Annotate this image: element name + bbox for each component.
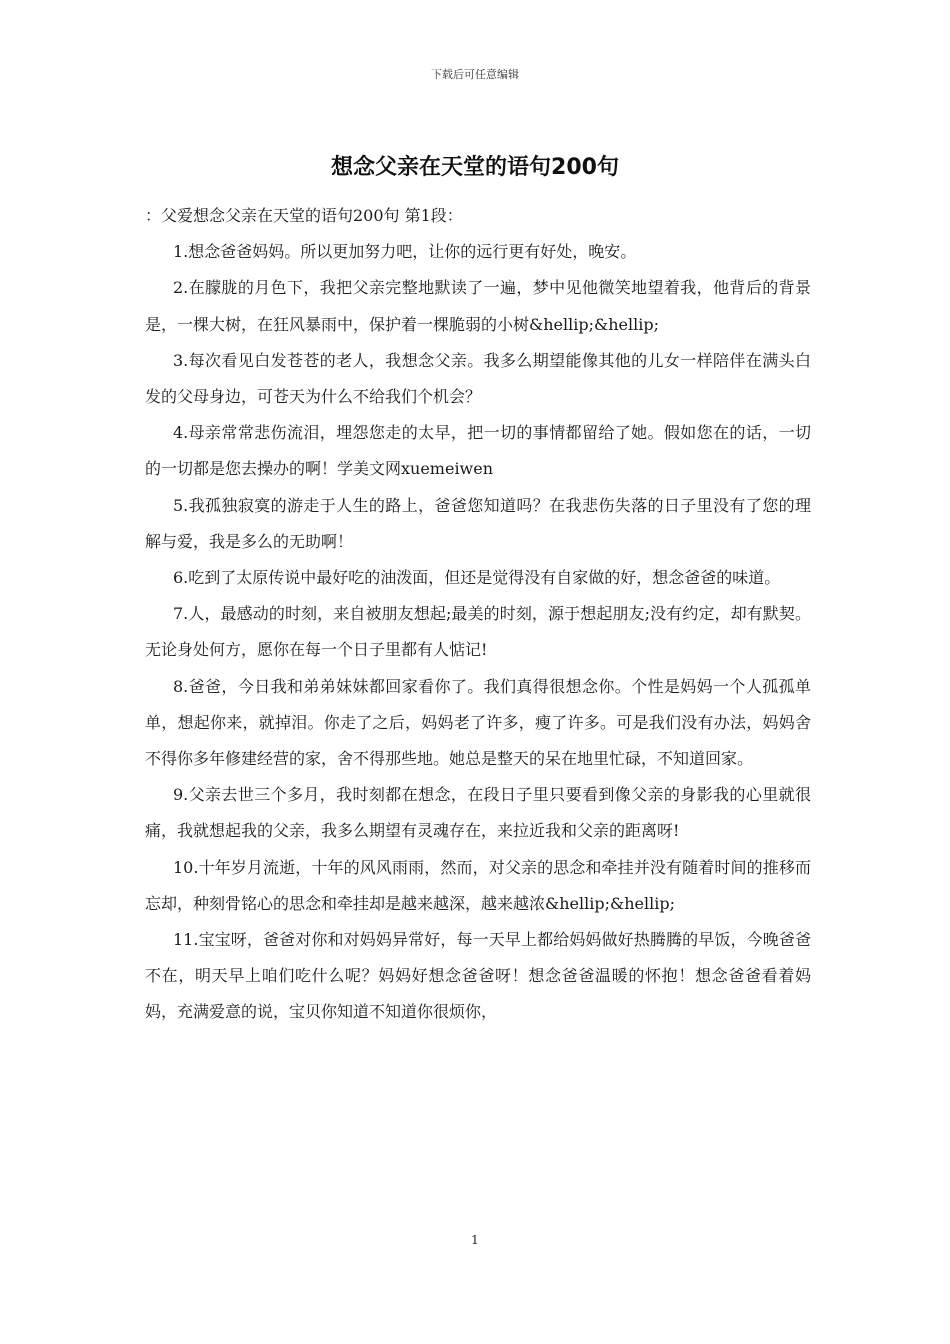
page-number: 1 — [471, 1233, 479, 1247]
paragraph: 9.父亲去世三个多月，我时刻都在想念，在段日子里只要看到像父亲的身影我的心里就很痛，我就想起我的父亲，我多么期望有灵魂存在，来拉近我和父亲的距离呀! — [145, 785, 811, 841]
paragraph: 8.爸爸，今日我和弟弟妹妹都回家看你了。我们真得很想念你。个性是妈妈一个人孤孤单单，想起你来，就掉泪。你走了之后，妈妈老了许多，瘦了许多。可是我们没有办法，妈妈舍不得你多年修建经营的家，舍不得那些地。她总是整天的呆在地里忙碌，不知道回家。 — [145, 676, 811, 769]
document-body — [145, 198, 811, 1031]
document-title: 想念父亲在天堂的语句200句 — [331, 155, 619, 180]
intro-line: ：父爱想念父亲在天堂的语句200句 第1段： — [145, 206, 463, 225]
paragraph: 6.吃到了太原传说中最好吃的油泼面，但还是觉得没有自家做的好，想念爸爸的味道。 — [173, 568, 781, 588]
paragraph: 7.人，最感动的时刻，来自被朋友想起;最美的时刻，源于想起朋友;没有约定，却有默契。无论身处何方，愿你在每一个日子里都有人惦记! — [145, 604, 811, 660]
paragraph: 3.每次看见白发苍苍的老人，我想念父亲。我多么期望能像其他的儿女一样陪伴在满头白发的父母身边，可苍天为什么不给我们个机会？ — [145, 350, 811, 407]
paragraph: 11.宝宝呀，爸爸对你和对妈妈异常好，每一天早上都给妈妈做好热腾腾的早饭，今晚爸爸不在，明天早上咱们吃什么呢？妈妈好想念爸爸呀！想念爸爸温暖的怀抱！想念爸爸看着妈妈，充满爱意的说，宝贝你知道不知道你很烦你， — [145, 930, 811, 1022]
header-note: 下载后可任意编辑 — [431, 68, 519, 81]
paragraph: 4.母亲常常悲伤流泪，埋怨您走的太早，把一切的事情都留给了她。假如您在的话，一切的一切都是您去操办的啊！学美文网xuemeiwen — [145, 423, 811, 479]
paragraph: 10.十年岁月流逝，十年的风风雨雨，然而，对父亲的思念和牵挂并没有随着时间的推移而忘却，种刻骨铭心的思念和牵挂却是越来越深，越来越浓&hellip;&hellip; — [145, 857, 811, 913]
paragraph: 5.我孤独寂寞的游走于人生的路上，爸爸您知道吗？在我悲伤失落的日子里没有了您的理解与爱，我是多么的无助啊！ — [145, 495, 811, 551]
paragraph: 2.在朦胧的月色下，我把父亲完整地默读了一遍，梦中见他微笑地望着我，他背后的背景是，一棵大树，在狂风暴雨中，保护着一棵脆弱的小树&hellip;&hellip; — [145, 278, 811, 334]
paragraph: 1.想念爸爸妈妈。所以更加努力吧，让你的远行更有好处，晚安。 — [173, 242, 637, 262]
